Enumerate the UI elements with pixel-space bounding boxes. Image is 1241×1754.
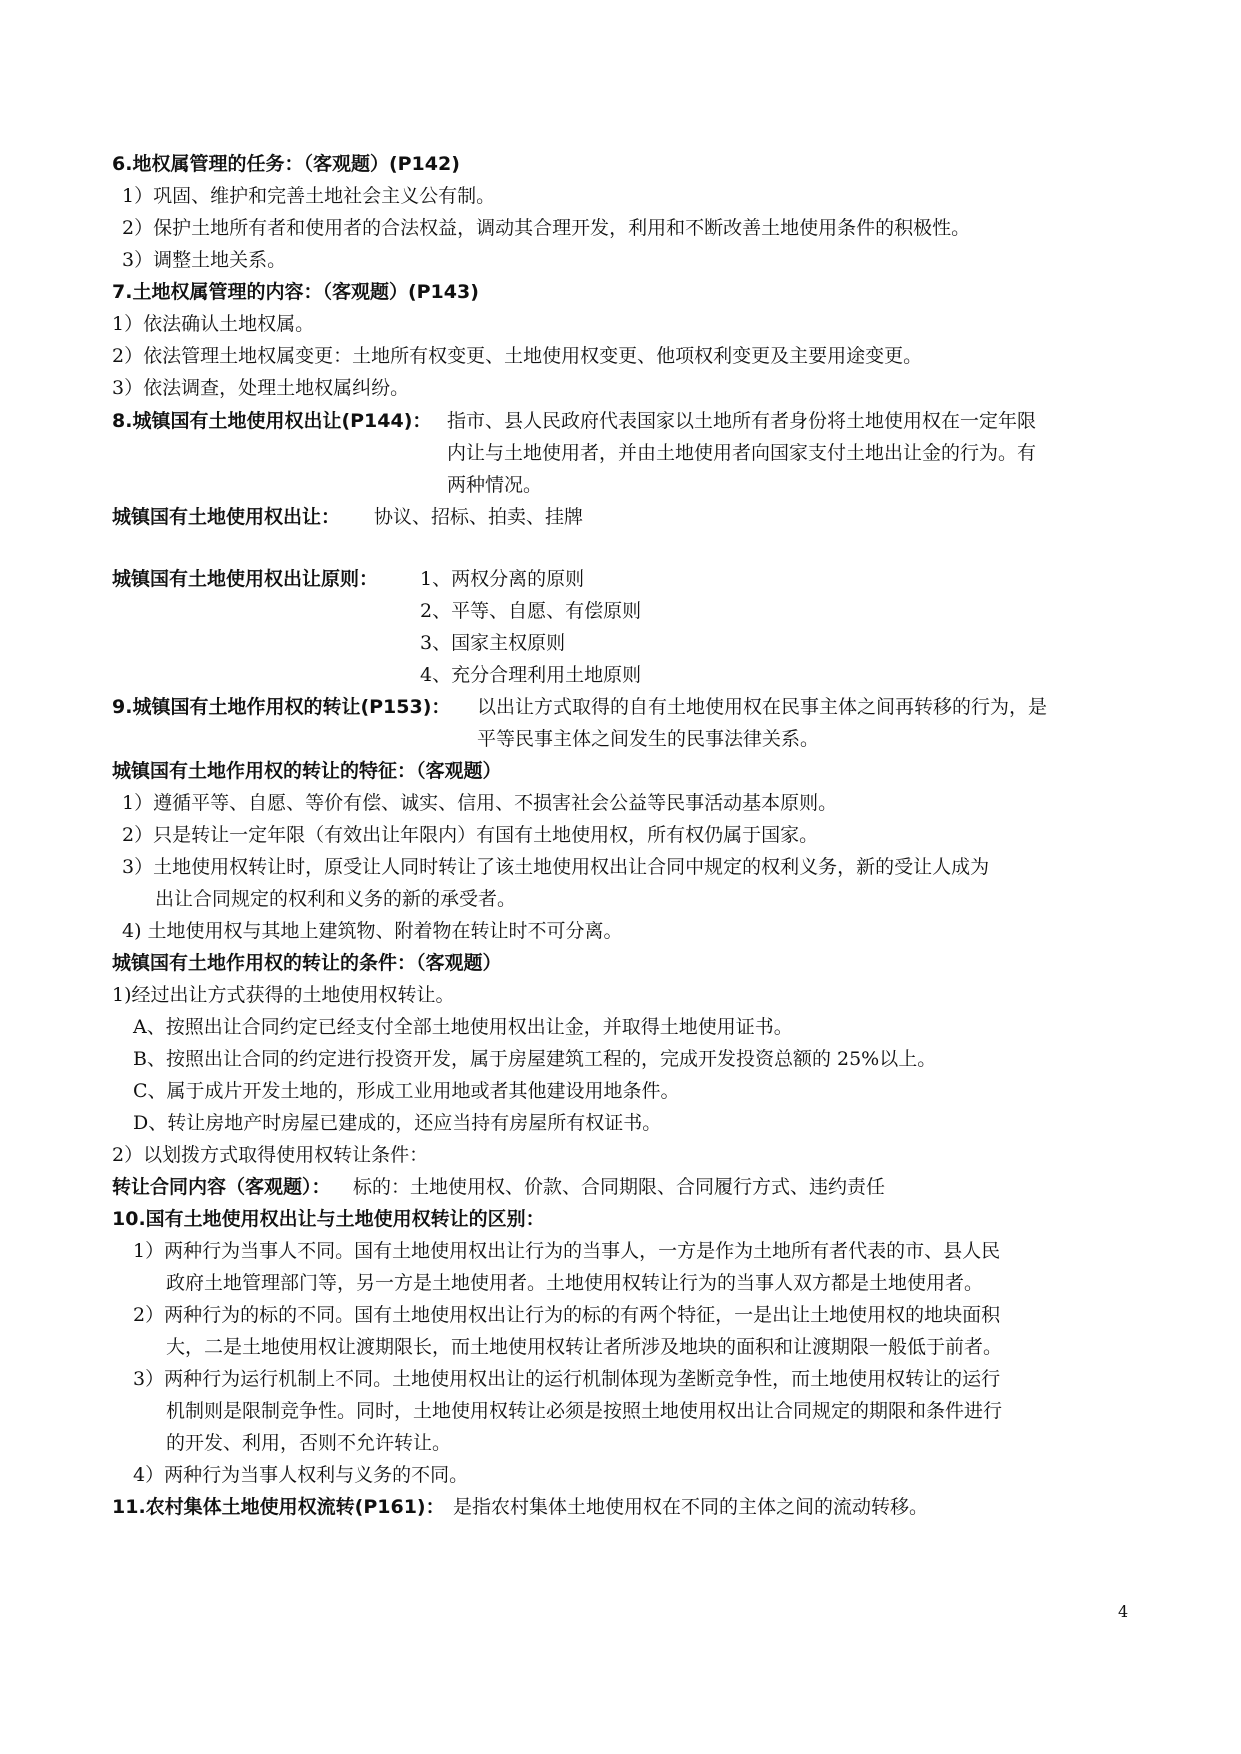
conditions-heading: 城镇国有土地作用权的转让的条件：（客观题） — [112, 952, 502, 974]
section-9-definition-line-1: 以出让方式取得的自有土地使用权在民事主体之间再转移的行为，是 — [477, 696, 1048, 718]
difference-item-1-cont: 政府土地管理部门等，另一方是土地使用者。土地使用权转让行为的当事人双方都是土地使用者。 — [166, 1272, 984, 1294]
contract-content-label: 转让合同内容（客观题）： — [112, 1176, 331, 1198]
section-6-item-1: 1）巩固、维护和完善土地社会主义公有制。 — [122, 185, 496, 207]
contract-content-text: 标的：土地使用权、价款、合同期限、合同履行方式、违约责任 — [353, 1176, 886, 1198]
condition-item-2: 2）以划拨方式取得使用权转让条件： — [112, 1144, 429, 1166]
condition-subitem-a: A、按照出让合同约定已经支付全部土地使用权出让金，并取得土地使用证书。 — [133, 1016, 793, 1038]
section-6-item-2: 2）保护土地所有者和使用者的合法权益，调动其合理开发，利用和不断改善土地使用条件的积极性。 — [122, 217, 971, 239]
principle-item-1: 1、两权分离的原则 — [420, 568, 585, 590]
section-7-item-1: 1）依法确认土地权属。 — [112, 313, 315, 335]
difference-item-3-cont-2: 的开发、利用，否则不允许转让。 — [166, 1432, 452, 1454]
section-6-item-3: 3）调整土地关系。 — [122, 249, 287, 271]
page-number: 4 — [1118, 1602, 1129, 1621]
difference-item-2-cont: 大，二是土地使用权让渡期限长，而土地使用权转让者所涉及地块的面积和让渡期限一般低于前者。 — [166, 1336, 1003, 1358]
section-11-definition: 是指农村集体土地使用权在不同的主体之间的流动转移。 — [453, 1496, 929, 1518]
section-8-heading: 8.城镇国有土地使用权出让(P144)： — [112, 410, 432, 432]
principle-item-3: 3、国家主权原则 — [420, 632, 566, 654]
condition-item-1: 1)经过出让方式获得的土地使用权转让。 — [112, 984, 455, 1006]
section-8-definition-line-3: 两种情况。 — [447, 474, 543, 496]
section-11-heading: 11.农村集体土地使用权流转(P161)： — [112, 1496, 445, 1518]
principle-item-2: 2、平等、自愿、有偿原则 — [420, 600, 642, 622]
principle-item-4: 4、充分合理利用土地原则 — [420, 664, 642, 686]
section-8-definition-line-2: 内让与土地使用者，并由土地使用者向国家支付土地出让金的行为。有 — [447, 442, 1037, 464]
section-9-definition-line-2: 平等民事主体之间发生的民事法律关系。 — [477, 728, 820, 750]
difference-item-1: 1）两种行为当事人不同。国有土地使用权出让行为的当事人，一方是作为土地所有者代表的市、县人民 — [133, 1240, 1001, 1262]
transfer-methods-text: 协议、招标、拍卖、挂牌 — [374, 506, 584, 528]
feature-item-1: 1）遵循平等、自愿、等价有偿、诚实、信用、不损害社会公益等民事活动基本原则。 — [122, 792, 838, 814]
section-6-heading: 6.地权属管理的任务：（客观题）(P142) — [112, 153, 460, 175]
feature-item-3-cont: 出让合同规定的权利和义务的新的承受者。 — [155, 888, 517, 910]
condition-subitem-c: C、属于成片开发土地的，形成工业用地或者其他建设用地条件。 — [133, 1080, 680, 1102]
section-8-definition-line-1: 指市、县人民政府代表国家以土地所有者身份将土地使用权在一定年限 — [447, 410, 1037, 432]
section-7-item-2: 2）依法管理土地权属变更：土地所有权变更、土地使用权变更、他项权利变更及主要用途变更。 — [112, 345, 923, 367]
transfer-principles-label: 城镇国有土地使用权出让原则： — [112, 568, 379, 590]
difference-item-3: 3）两种行为运行机制上不同。土地使用权出让的运行机制体现为垄断竞争性，而土地使用权转让的运行 — [133, 1368, 1001, 1390]
feature-item-4: 4) 土地使用权与其地上建筑物、附着物在转让时不可分离。 — [122, 920, 623, 942]
section-9-heading: 9.城镇国有土地作用权的转让(P153)： — [112, 696, 451, 718]
feature-item-3: 3）土地使用权转让时，原受让人同时转让了该土地使用权出让合同中规定的权利义务，新的受让人成为 — [122, 856, 990, 878]
section-7-item-3: 3）依法调查，处理土地权属纠纷。 — [112, 377, 410, 399]
section-10-heading: 10.国有土地使用权出让与土地使用权转让的区别： — [112, 1208, 545, 1230]
feature-item-2: 2）只是转让一定年限（有效出让年限内）有国有土地使用权，所有权仍属于国家。 — [122, 824, 819, 846]
difference-item-4: 4）两种行为当事人权利与义务的不同。 — [133, 1464, 469, 1486]
condition-subitem-b: B、按照出让合同的约定进行投资开发，属于房屋建筑工程的，完成开发投资总额的 25%以上。 — [133, 1048, 937, 1070]
features-heading: 城镇国有土地作用权的转让的特征：（客观题） — [112, 760, 502, 782]
section-7-heading: 7.土地权属管理的内容：（客观题）(P143) — [112, 281, 479, 303]
condition-subitem-d: D、转让房地产时房屋已建成的，还应当持有房屋所有权证书。 — [133, 1112, 662, 1134]
difference-item-2: 2）两种行为的标的不同。国有土地使用权出让行为的标的有两个特征，一是出让土地使用权的地块面积 — [133, 1304, 1001, 1326]
difference-item-3-cont-1: 机制则是限制竞争性。同时，土地使用权转让必须是按照土地使用权出让合同规定的期限和条件进行 — [166, 1400, 1003, 1422]
transfer-methods-label: 城镇国有土地使用权出让： — [112, 506, 341, 528]
